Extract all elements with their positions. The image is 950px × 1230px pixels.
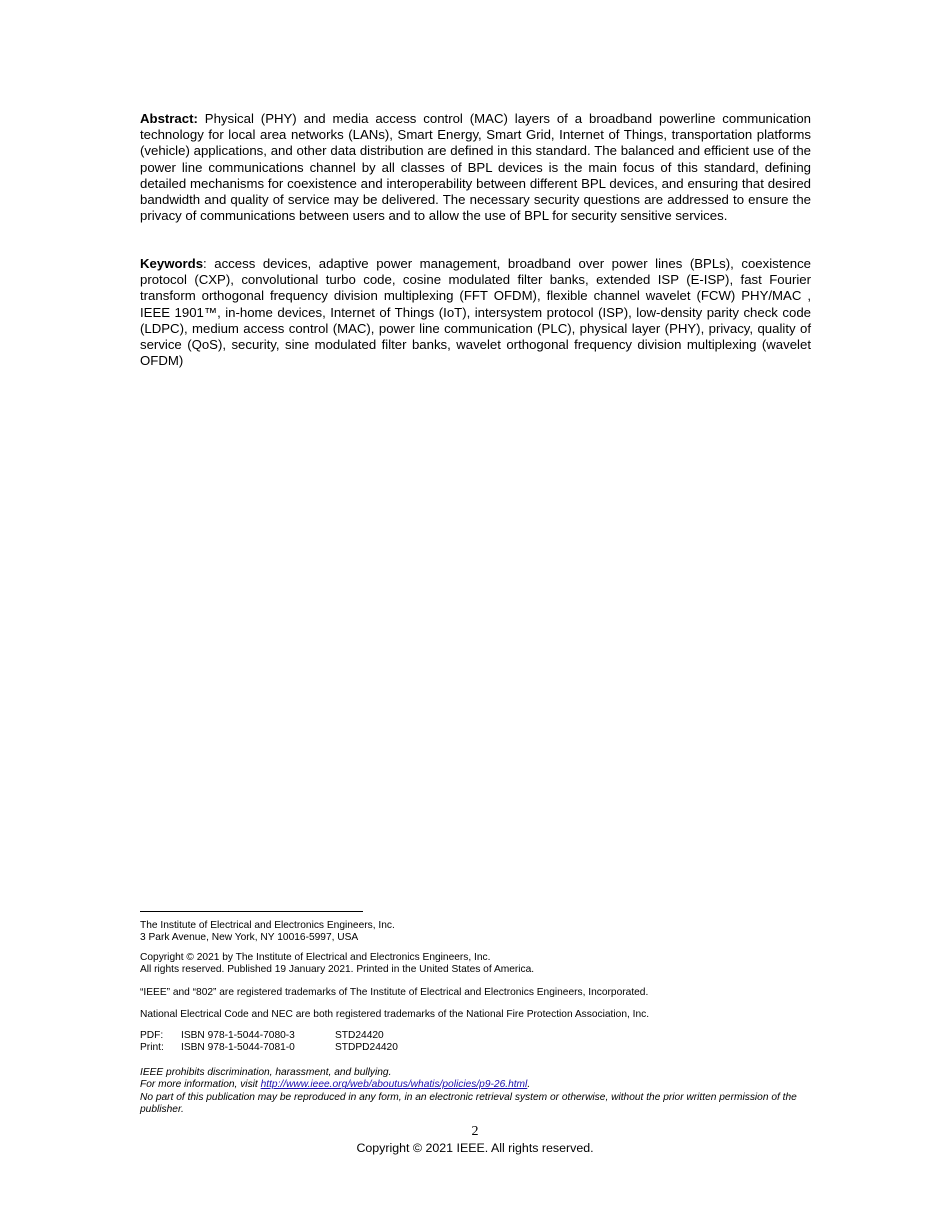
abstract-text: Physical (PHY) and media access control (MAC) layers of a broadband powerline communication technology for local area networks (LANs), Smart Energy, Smart Grid, Internet of Things, transportation platforms (vehicle) applications, and other data distribution are defined in this standard. The balanced and efficient use of the power line communications channel by all classes of BPL devices is the main focus of this standard, defining detailed mechanisms for coexistence and interoperability between different BPL devices, and ensuring that desired bandwidth and quality of service may be delivered. The necessary security questions are addressed to ensure the privacy of communications between users and to allow the use of BPL for security sensitive services. [140, 111, 811, 224]
reproduction-notice: No part of this publication may be reproduced in any form, in an electronic retrieval system or otherwise, without the prior written permission of the publisher. [140, 1091, 797, 1116]
isbn-table [140, 1030, 398, 1055]
page-number: 2 [471, 1124, 479, 1139]
publisher-block [140, 920, 820, 945]
keywords-paragraph [140, 256, 811, 369]
isbn-std-code: STD24420 [335, 1030, 384, 1041]
harassment-policy: IEEE prohibits discrimination, harassment, and bullying. [140, 1067, 392, 1078]
policy-info-line [140, 1079, 812, 1091]
policy-link[interactable]: http://www.ieee.org/web/aboutus/whatis/policies/p9-26.html [260, 1079, 528, 1091]
abstract-label: Abstract: [140, 111, 198, 126]
legal-notice [140, 1067, 812, 1117]
isbn-row-print [140, 1042, 398, 1054]
isbn-format: Print: [140, 1042, 164, 1054]
footer-copyright: Copyright © 2021 IEEE. All rights reserved. [356, 1141, 594, 1155]
copyright-block [140, 952, 820, 977]
keywords-text: : access devices, adaptive power management, broadband over power lines (BPLs), coexistence protocol (CXP), convolutional turbo code, cosine modulated filter banks, extended ISP (E-ISP), fast Fourier transform orthogonal frequency division multiplexing (FFT OFDM), flexible channel wavelet (FCW) PHY/MAC , IEEE 1901™, in-home devices, Internet of Things (IoT), intersystem protocol (ISP), low-density parity check code (LDPC), medium access control (MAC), power line communication (PLC), physical layer (PHY), privacy, quality of service (QoS), security, sine modulated filter banks, wavelet orthogonal frequency division multiplexing (wavelet OFDM) [140, 256, 811, 369]
nec-trademark-notice: National Electrical Code and NEC are both registered trademarks of the National Fire Protection Association, Inc. [140, 1009, 650, 1020]
publisher-name: The Institute of Electrical and Electronics Engineers, Inc. [140, 920, 395, 931]
copyright-line-2: All rights reserved. Published 19 January 2021. Printed in the United States of America. [140, 964, 535, 976]
copyright-line-1: Copyright © 2021 by The Institute of Electrical and Electronics Engineers, Inc. [140, 952, 491, 963]
isbn-number: ISBN 978-1-5044-7081-0 [181, 1042, 295, 1054]
isbn-number: ISBN 978-1-5044-7080-3 [181, 1030, 295, 1041]
isbn-row-pdf [140, 1030, 398, 1042]
keywords-label: Keywords [140, 256, 204, 271]
abstract-paragraph [140, 111, 811, 224]
publisher-address: 3 Park Avenue, New York, NY 10016-5997, USA [140, 932, 359, 944]
isbn-std-code: STDPD24420 [335, 1042, 398, 1054]
isbn-format: PDF: [140, 1030, 164, 1041]
policy-info-suffix: . [527, 1079, 531, 1091]
ieee-trademark-notice: “IEEE” and “802” are registered trademarks of The Institute of Electrical and Electronics Engineers, Incorporated. [140, 987, 649, 998]
policy-info-prefix: For more information, visit [140, 1079, 261, 1091]
footnote-divider [140, 911, 363, 912]
